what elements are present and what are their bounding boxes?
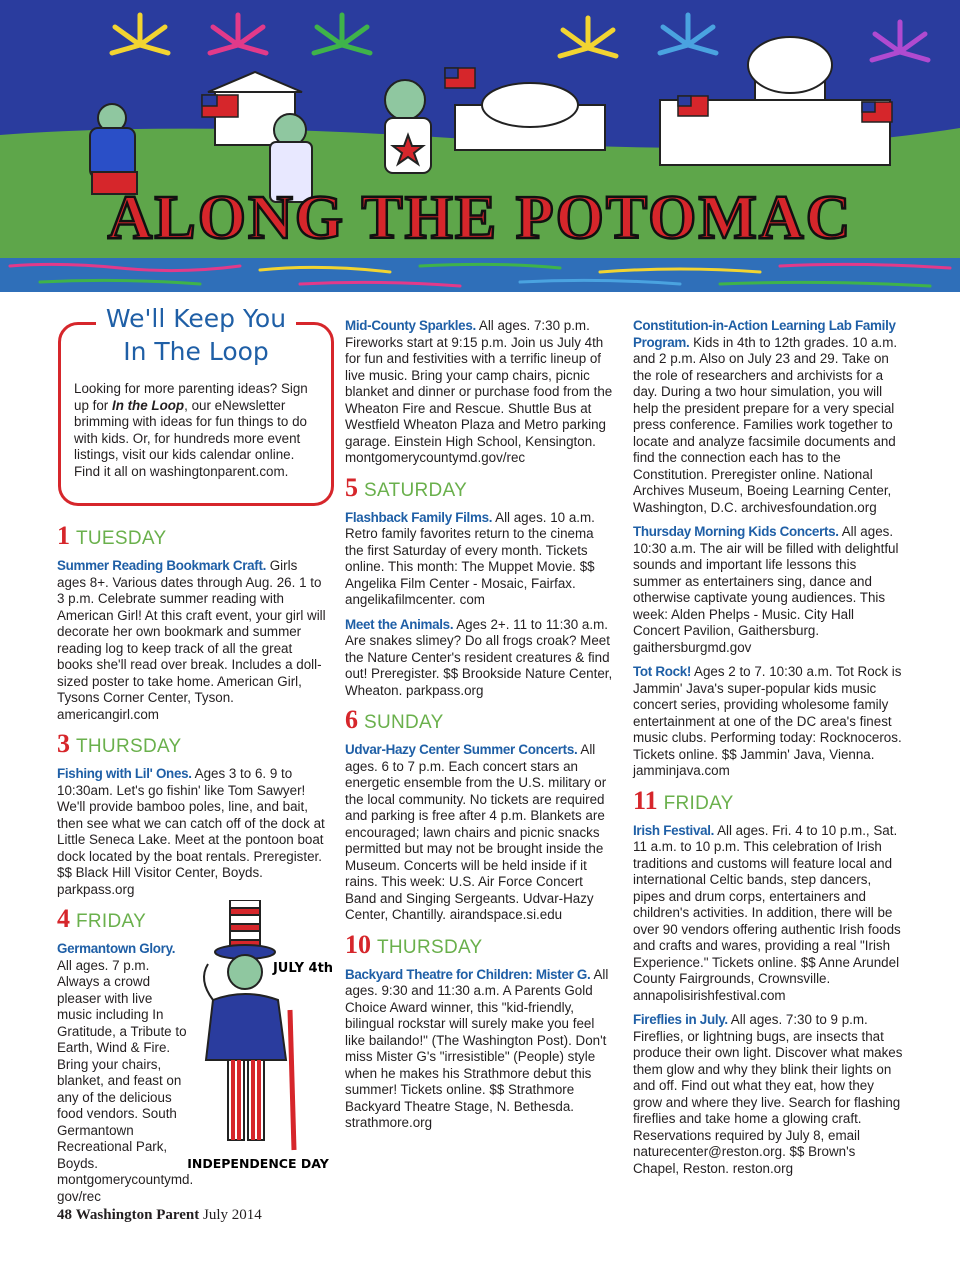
day-name: SUNDAY [364,712,444,733]
event-title: Fishing with Lil' Ones. [57,766,192,781]
day-heading [57,731,327,758]
banner-title: ALONG THE POTOMAC [107,184,853,252]
issue-date: July 2014 [203,1207,262,1223]
event-text: All ages. 10 a.m. Retro family favorites return to the cinema the first Saturday of every month. Tickets online. This month: The Muppet Movie. $$ Angelika Film Center - Mosaic, Fairfax. angelikafilmcenter. com [345,509,595,607]
event-listing [633,318,903,516]
event-title: Constitution-in-Action Learning Lab Family Program. [633,318,896,350]
loop-text-before: Looking for more parenting ideas? Sign up for [74,381,308,413]
loop-title-line2: In The Loop [123,337,269,366]
loop-text-italic: In the Loop [111,397,185,413]
day-name: SATURDAY [364,479,468,501]
event-listing [57,766,327,898]
event-text: All ages. 9:30 and 11:30 a.m. A Parents Gold Choice Award winner, this "kid-friendly, bilingual rockstar will surely make you feel like bailando!" (The Washington Post). Don't miss Mister G's "irresistible" (People) style when he makes his Strathmore debut this summer! Tickets online. $$ Strathmore Backyard Theatre Stage, N. Bethesda. strathmore.org [345,966,609,1130]
event-text: All ages. 10:30 a.m. The air will be filled with delightful sounds and important life lessons this summer as entertainers sing, dance and otherwise captivate young audiences. This week: Alden Phelps - Music. City Hall Concert Pavilion, Gaithersburg. gaithersburgmd.gov [633,524,899,655]
event-text: Kids in 4th to 12th grades. 10 a.m. and 2 p.m. Also on July 23 and 29. Take on the role of researchers and archivists for a day. During a two hour simulation, you will help the president prepare for a very special press conference. Families work together to locate and analyze facsimile documents and find the connection each has to the Constitution. Preregister online. National Archives Museum, Boeing Learning Center, Washington, D.C. archivesfoundation.org [633,334,898,515]
day-number: 4 [57,904,70,933]
event-title: Fireflies in July. [633,1012,728,1027]
event-text: Girls ages 8+. Various dates through Aug. 26. 1 to 3 p.m. Celebrate summer reading with American Girl! At this craft event, your girl will decorate her own bookmark and summer reading log to keep track of all the great books she'll read over break. Includes a doll-sized poster to take home. American Girl, Tysons Corner Center, Tyson. americangirl.com [57,558,326,722]
event-title: Udvar-Hazy Center Summer Concerts. [345,742,578,757]
column-3 [633,318,903,1185]
day-heading [345,707,615,734]
day-name: THURSDAY [377,936,483,958]
event-listing [633,524,903,656]
event-title: Backyard Theatre for Children: Mister G. [345,966,591,982]
day-heading [345,929,615,959]
day-heading [345,472,615,502]
page-footer [57,1207,262,1224]
illustration-label-independence: INDEPENDENCE DAY [187,1156,329,1171]
event-text: Ages 3 to 6. 9 to 10:30am. Let's go fishin' like Tom Sawyer! We'll provide bamboo poles, line, and bait, then see what we can catch off of the dock at Little Seneca Lake. Meet at the pontoon boat dock located by the boat rentals. Preregister. $$ Black Hill Visitor Center, Boyds. parkpass.org [57,766,325,897]
event-listing [345,742,615,924]
event-listing [345,510,615,609]
event-title: Germantown Glory. [57,941,176,956]
loop-title-line1: We'll Keep You [105,304,287,333]
day-name: THURSDAY [76,736,182,757]
event-text: All ages. 7:30 p.m. Fireworks start at 9:15 p.m. Join us July 4th for fun and festivities with a terrific lineup of live music. Bring your camp chairs, picnic blanket and dinner or purchase food from the Wheaton Fire and Rescue. Shuttle Bus at Westfield Wheaton Plaza and Metro parking garage. Einstein High School, Kensington. montgomerycountymd.gov/rec [345,318,613,465]
event-listing [57,558,327,723]
event-title: Mid-County Sparkles. [345,318,476,333]
day-heading [57,523,327,550]
event-text: All ages. Fri. 4 to 10 p.m., Sat. 11 a.m. to 10 p.m. This celebration of Irish traditions and customs will feature local and international Celtic bands, step dancers, pipes and drum corps, entertainers and children's activities. In addition, there will be over 90 vendors offering authentic Irish foods and crafts and wares, providing a real "Irish Experience." Tickets online. $$ Anne Arundel County Fairgrounds, Crownsville. annapolisirishfestival.com [633,822,901,1003]
page-number: 48 [57,1207,72,1223]
loop-text-after: , our eNewsletter brimming with ideas for fun things to do with kids. Or, for hundreds more event listings, visit our kids calendar online. Find it all on washingtonparent.com. [74,397,307,479]
event-text: Ages 2 to 7. 10:30 a.m. Tot Rock is Jammin' Java's super-popular kids music concert series, providing wholesome family entertainment at one of the DC area's finest music clubs. Performing today: Rocknoceros. Tickets online. $$ Jammin' Java, Vienna. jamminjava.com [633,664,902,778]
event-listing [345,318,615,467]
day-number: 3 [57,729,70,758]
event-title: Flashback Family Films. [345,509,493,525]
event-listing [345,617,615,700]
event-listing [345,967,615,1132]
day-heading [633,785,903,815]
column-2 [345,318,615,1140]
event-text: All ages. 7 p.m. Always a crowd pleaser with live music including In Gratitude, a Tribute to Earth, Wind & Fire. Bring your chairs, blanket, and feast on any of the delicious food vendors. South Germantown Recreational Park, Boyds. montgomerycountymd. gov/rec [57,957,194,1204]
event-listing [633,1012,903,1177]
day-number: 10 [345,929,371,959]
event-title: Thursday Morning Kids Concerts. [633,524,839,539]
magazine-name: Washington Parent [75,1207,200,1223]
event-title: Meet the Animals. [345,616,454,632]
illustration-label-july4: JULY 4th [272,961,334,976]
day-number: 1 [57,521,70,550]
day-number: 5 [345,472,358,502]
in-the-loop-title [96,302,296,368]
in-the-loop-text [74,381,324,480]
event-listing [633,823,903,1005]
day-name: FRIDAY [76,911,147,932]
day-name: TUESDAY [76,528,167,549]
banner-illustration [0,0,960,292]
event-text: All ages. 6 to 7 p.m. Each concert stars an energetic ensemble from the U.S. military or the local community. No tickets are required and parking is free after 4 p.m. Blankets are encouraged; lawn chairs and picnic snacks permitted but may not be brought inside the Museum. Concerts will be held inside if it rains. This week: U.S. Air Force Concert Band and Singing Sergeants. Udvar-Hazy Center, Chantilly. airandspace.si.edu [345,742,607,922]
day-number: 11 [633,785,658,815]
event-title: Summer Reading Bookmark Craft. [57,558,267,573]
event-text: All ages. 7:30 to 9 p.m. Fireflies, or lightning bugs, are insects that produce their own light. Discover what makes them glow and why they blink their lights on and off. Find out what they eat, how they grow and where they live. Search for flashing fireflies and take home a glowing craft. Reservations required by July 8, email naturecenter@reston.org. $$ Brown's Chapel, Reston. reston.org [633,1012,903,1176]
event-listing [633,664,903,780]
event-title: Irish Festival. [633,822,715,838]
day-name: FRIDAY [663,792,734,814]
day-number: 6 [345,705,358,734]
uncle-sam-turtle-illustration [168,900,348,1175]
event-text: Ages 2+. 11 to 11:30 a.m. Are snakes slimey? Do all frogs croak? Meet the Nature Center's resident creatures & find out! Preregister. $$ Brookside Nature Center, Wheaton. parkpass.org [345,616,613,698]
event-title: Tot Rock! [633,664,692,679]
